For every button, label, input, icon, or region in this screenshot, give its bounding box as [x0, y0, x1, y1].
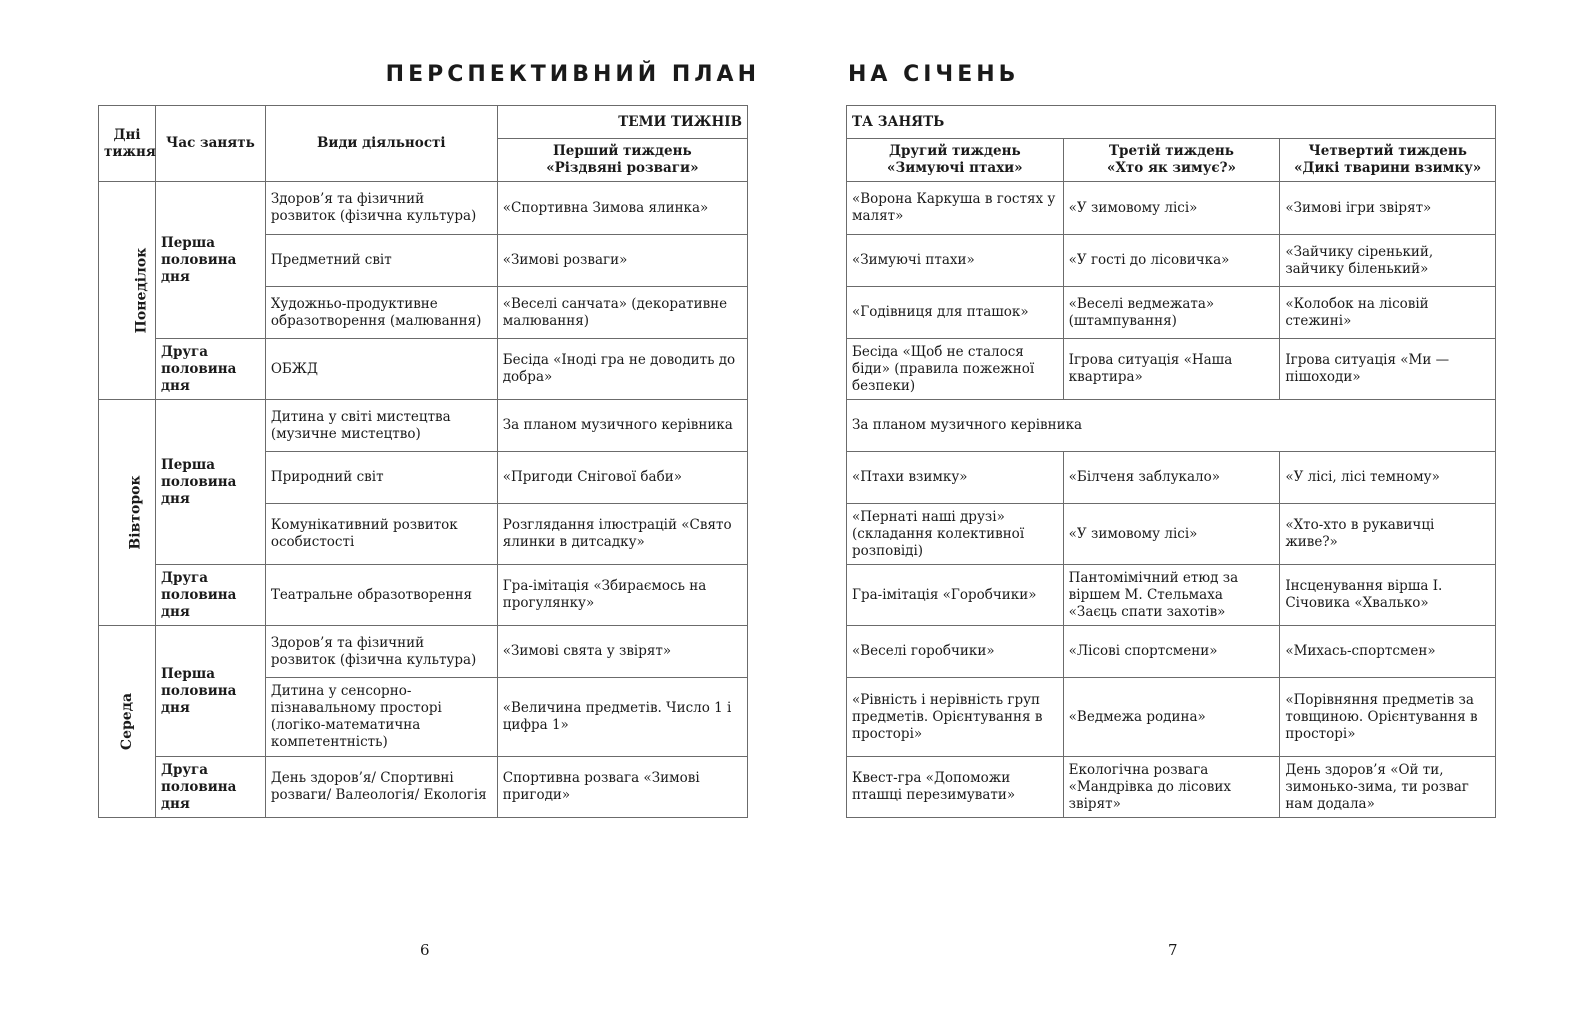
half-second: Друга половина дня	[155, 565, 265, 626]
week1-theme: «Різдвяні розваги»	[546, 160, 699, 176]
header-row	[847, 106, 1496, 139]
week2-cell: «Годівниця для пташок»	[847, 287, 1064, 339]
week2-cell: «Пернаті наші друзі» (складання колективної розповіді)	[847, 504, 1064, 565]
week3-cell: Ігрова ситуація «Наша квартира»	[1063, 339, 1280, 400]
table-row	[847, 400, 1496, 452]
header-week4	[1280, 139, 1496, 182]
week3-cell: «Ведмежа родина»	[1063, 678, 1280, 757]
week3-cell: «У гості до лісовичка»	[1063, 235, 1280, 287]
week4-cell: «Хто-хто в рукавичці живе?»	[1280, 504, 1496, 565]
table-row	[99, 626, 748, 678]
activity-cell: Театральне образотворення	[265, 565, 497, 626]
table-row	[99, 339, 748, 400]
day-tuesday: Вівторок	[99, 400, 156, 626]
day-monday: Понеділок	[99, 182, 156, 400]
week1-cell: «Спортивна Зимова ялинка»	[497, 182, 747, 235]
week4-cell: «Порівняння предметів за товщиною. Орієнтування в просторі»	[1280, 678, 1496, 757]
half-second: Друга половина дня	[155, 757, 265, 818]
table-row	[847, 678, 1496, 757]
header-week3	[1063, 139, 1280, 182]
half-first: Перша половина дня	[155, 182, 265, 339]
week3-cell: «Білченя заблукало»	[1063, 452, 1280, 504]
week1-cell: За планом музичного керівника	[497, 400, 747, 452]
week1-cell: Гра-імітація «Збираємось на прогулянку»	[497, 565, 747, 626]
table-row	[847, 235, 1496, 287]
week4-theme: «Дикі тварини взимку»	[1294, 160, 1482, 176]
half-second: Друга половина дня	[155, 339, 265, 400]
week1-cell: «Пригоди Снігової баби»	[497, 452, 747, 504]
table-row	[847, 339, 1496, 400]
week3-cell: «Веселі ведмежата» (штампування)	[1063, 287, 1280, 339]
week2-cell: Бесіда «Щоб не сталося біди» (правила пожежної безпеки)	[847, 339, 1064, 400]
week3-label: Третій тиждень	[1109, 143, 1234, 159]
header-week2	[847, 139, 1064, 182]
table-row	[847, 757, 1496, 818]
week2-label: Другий тиждень	[888, 143, 1021, 159]
table-row	[99, 182, 748, 235]
week3-cell: «Лісові спортсмени»	[1063, 626, 1280, 678]
activity-cell: Художньо-продуктивне образотворення (малювання)	[265, 287, 497, 339]
week1-cell: Спортивна розвага «Зимові пригоди»	[497, 757, 747, 818]
week3-cell: «У зимовому лісі»	[1063, 504, 1280, 565]
activity-cell: Предметний світ	[265, 235, 497, 287]
activity-cell: День здоров’я/ Спортивні розваги/ Валеологія/ Екологія	[265, 757, 497, 818]
header-activities: Види діяльності	[265, 106, 497, 182]
week3-cell: «У зимовому лісі»	[1063, 182, 1280, 235]
week4-cell: «Зайчику сіренький, зайчику біленький»	[1280, 235, 1496, 287]
week4-cell: Ігрова ситуація «Ми — пішоходи»	[1280, 339, 1496, 400]
week2-cell: «Зимуючі птахи»	[847, 235, 1064, 287]
header-days: Дні тижня	[99, 106, 156, 182]
week4-cell: «Зимові ігри звірят»	[1280, 182, 1496, 235]
activity-cell: Дитина у світі мистецтва (музичне мистецтво)	[265, 400, 497, 452]
week3-cell: Пантомімічний етюд за віршем М. Стельмаха «Заєць спати захотів»	[1063, 565, 1280, 626]
week2-cell: «Веселі горобчики»	[847, 626, 1064, 678]
week2-theme: «Зимуючі птахи»	[887, 160, 1023, 176]
table-row	[847, 182, 1496, 235]
header-row	[99, 106, 748, 139]
week4-label: Четвертий тиждень	[1308, 143, 1467, 159]
week2-cell: Гра-імітація «Горобчики»	[847, 565, 1064, 626]
week4-cell: День здоров’я «Ой ти, зимонько-зима, ти розваг нам додала»	[1280, 757, 1496, 818]
activity-cell: Здоров’я та фізичний розвиток (фізична культура)	[265, 626, 497, 678]
table-row	[99, 400, 748, 452]
week2-cell: «Птахи взимку»	[847, 452, 1064, 504]
table-row	[99, 757, 748, 818]
activity-cell: Комунікативний розвиток особистості	[265, 504, 497, 565]
week2-cell: Квест-гра «Допоможи пташці перезимувати»	[847, 757, 1064, 818]
week4-cell: «У лісі, лісі темному»	[1280, 452, 1496, 504]
merged-cell: За планом музичного керівника	[847, 400, 1496, 452]
week2-cell: «Ворона Каркуша в гостях у малят»	[847, 182, 1064, 235]
header-themes: ТЕМИ ТИЖНІВ	[497, 106, 747, 139]
activity-cell: Здоров’я та фізичний розвиток (фізична культура)	[265, 182, 497, 235]
page-number-left: 6	[420, 941, 430, 959]
week1-label: Перший тиждень	[553, 143, 692, 159]
title-right: НА СІЧЕНЬ	[848, 62, 1020, 87]
week4-cell: Інсценування вірша І. Січовика «Хвалько»	[1280, 565, 1496, 626]
table-row	[847, 565, 1496, 626]
page-number-right: 7	[1168, 941, 1178, 959]
table-row	[847, 287, 1496, 339]
week3-theme: «Хто як зимує?»	[1107, 160, 1236, 176]
plan-table-left	[98, 105, 748, 818]
title-left: ПЕРСПЕКТИВНИЙ ПЛАН	[385, 62, 760, 87]
week1-cell: Бесіда «Іноді гра не доводить до добра»	[497, 339, 747, 400]
header-themes-cont: ТА ЗАНЯТЬ	[847, 106, 1496, 139]
week1-cell: Розглядання ілюстрацій «Свято ялинки в дитсадку»	[497, 504, 747, 565]
table-row	[99, 565, 748, 626]
header-week1	[497, 139, 747, 182]
activity-cell: Дитина у сенсорно-пізнавальному просторі (логіко-математична компетентність)	[265, 678, 497, 757]
half-first: Перша половина дня	[155, 400, 265, 565]
header-row	[847, 139, 1496, 182]
week3-cell: Екологічна розвага «Мандрівка до лісових звірят»	[1063, 757, 1280, 818]
activity-cell: ОБЖД	[265, 339, 497, 400]
day-wednesday: Середа	[99, 626, 156, 818]
activity-cell: Природний світ	[265, 452, 497, 504]
week1-cell: «Зимові свята у звірят»	[497, 626, 747, 678]
half-first: Перша половина дня	[155, 626, 265, 757]
week1-cell: «Зимові розваги»	[497, 235, 747, 287]
week4-cell: «Михась-спортсмен»	[1280, 626, 1496, 678]
week1-cell: «Веселі санчата» (декоративне малювання)	[497, 287, 747, 339]
header-time: Час занять	[155, 106, 265, 182]
week4-cell: «Колобок на лісовій стежині»	[1280, 287, 1496, 339]
week1-cell: «Величина предметів. Число 1 і цифра 1»	[497, 678, 747, 757]
table-row	[847, 504, 1496, 565]
table-row	[847, 452, 1496, 504]
plan-table-right	[846, 105, 1496, 818]
table-row	[847, 626, 1496, 678]
week2-cell: «Рівність і нерівність груп предметів. Орієнтування в просторі»	[847, 678, 1064, 757]
